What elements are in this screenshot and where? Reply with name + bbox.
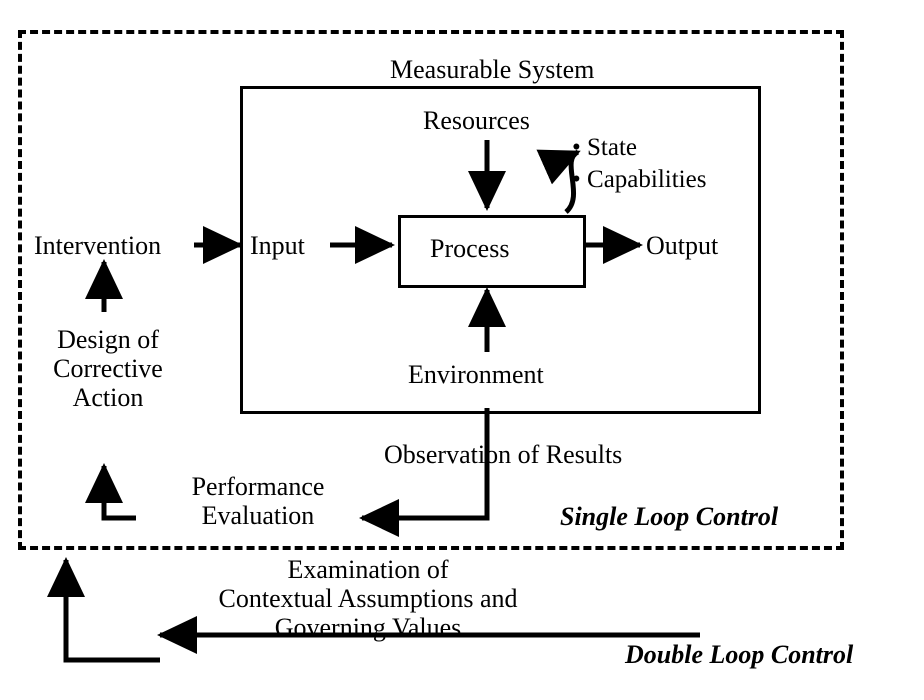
- examination-line-1: Examination of: [287, 555, 449, 584]
- capabilities-item: • Capabilities: [572, 166, 707, 193]
- input-label: Input: [250, 231, 305, 260]
- measurable-system-label: Measurable System: [390, 55, 595, 84]
- performance-evaluation-label: [168, 472, 348, 530]
- output-label: Output: [646, 231, 719, 260]
- intervention-label: Intervention: [34, 231, 162, 260]
- process-label: Process: [430, 234, 510, 263]
- performance-line-1: Performance: [191, 472, 325, 501]
- resources-label: Resources: [423, 106, 530, 135]
- design-line-1: Design of: [57, 325, 159, 354]
- design-of-corrective-action-label: [38, 325, 178, 412]
- examination-line-2: Contextual Assumptions and: [218, 584, 518, 614]
- design-line-2: Corrective: [53, 354, 163, 384]
- arrow-double-loop-return: [66, 560, 150, 660]
- double-loop-control-label: Double Loop Control: [625, 640, 854, 669]
- state-item: • State: [572, 134, 638, 161]
- state-capabilities-list: [572, 132, 706, 196]
- performance-line-2: Evaluation: [201, 501, 315, 531]
- single-loop-control-label: Single Loop Control: [560, 502, 779, 531]
- environment-label: Environment: [408, 360, 544, 389]
- examination-line-3: Governing Values: [274, 613, 462, 643]
- examination-label: [158, 555, 578, 642]
- observation-of-results-label: Observation of Results: [384, 440, 623, 469]
- design-line-3: Action: [72, 383, 144, 413]
